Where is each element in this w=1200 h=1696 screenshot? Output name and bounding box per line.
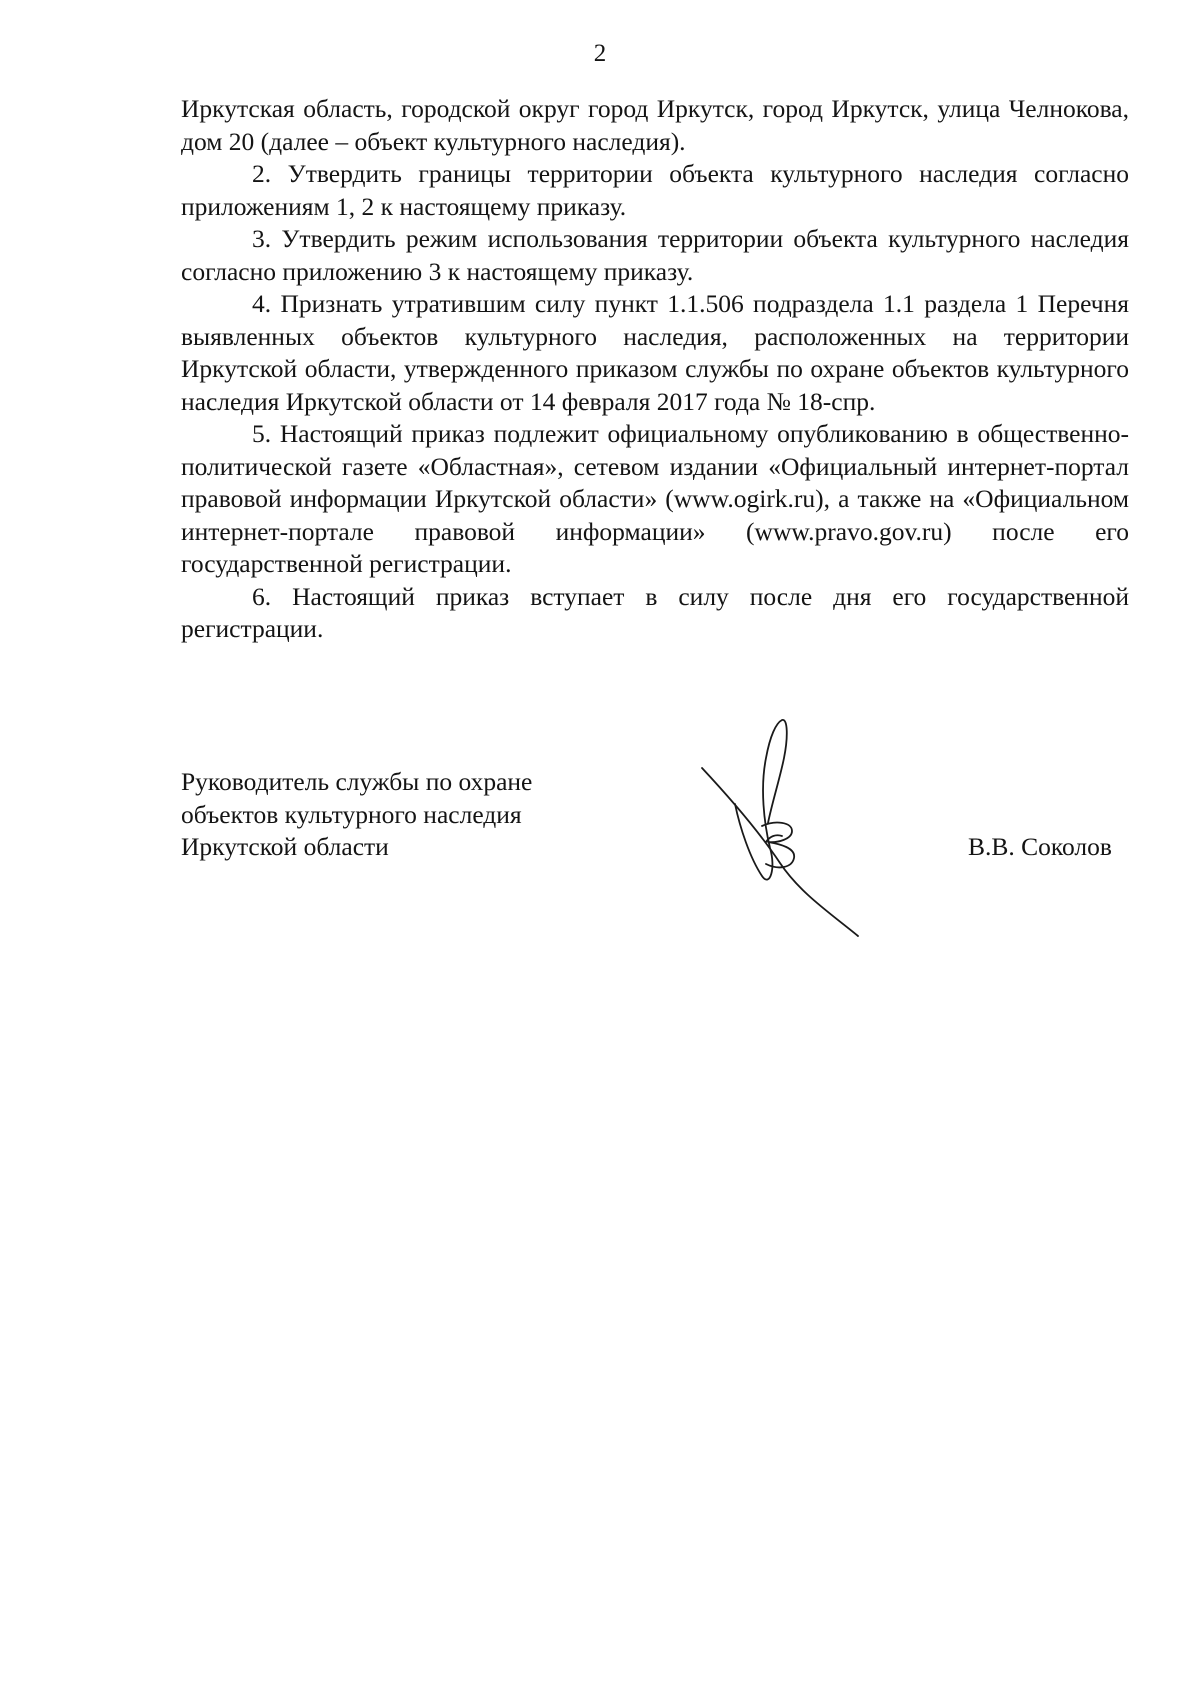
signatory-title bbox=[181, 766, 532, 864]
paragraph-item-2: 2. Утвердить границы территории объекта культурного наследия согласно приложениям 1, 2 к настоящему приказу. bbox=[181, 159, 1129, 221]
signatory-title-line: объектов культурного наследия bbox=[181, 799, 522, 829]
paragraph-item-5: 5. Настоящий приказ подлежит официальному опубликованию в общественно-политической газете «Областная», сетевом издании «Официальный интернет-портал правовой информации Иркутской области» (www.ogirk.ru), а также на «Официальном интернет-портале правовой информации» (www.pravo.gov.ru) после его государственной регистрации. bbox=[181, 419, 1129, 578]
paragraph-address-continuation: Иркутская область, городской округ город Иркутск, город Иркутск, улица Челнокова, дом 20 (далее – объект культурного наследия). bbox=[181, 94, 1129, 156]
signatory-title-line: Иркутской области bbox=[181, 832, 389, 861]
page-number: 2 bbox=[593, 40, 607, 67]
signatory-title-line: Руководитель службы по охране bbox=[181, 767, 533, 796]
paragraph-item-3: 3. Утвердить режим использования территории объекта культурного наследия согласно приложению 3 к настоящему приказу. bbox=[181, 224, 1129, 286]
paragraph-item-4: 4. Признать утратившим силу пункт 1.1.506 подраздела 1.1 раздела 1 Перечня выявленных объектов культурного наследия, расположенных на территории Иркутской области, утвержденного приказом службы по охране объектов культурного наследия Иркутской области от 14 февраля 2017 года № 18-спр. bbox=[181, 289, 1129, 416]
paragraph-item-6: 6. Настоящий приказ вступает в силу после дня его государственной регистрации. bbox=[181, 581, 1129, 643]
document-body bbox=[181, 93, 1129, 646]
signatory-name: В.В. Соколов bbox=[968, 832, 1112, 861]
handwritten-signature bbox=[700, 718, 880, 938]
